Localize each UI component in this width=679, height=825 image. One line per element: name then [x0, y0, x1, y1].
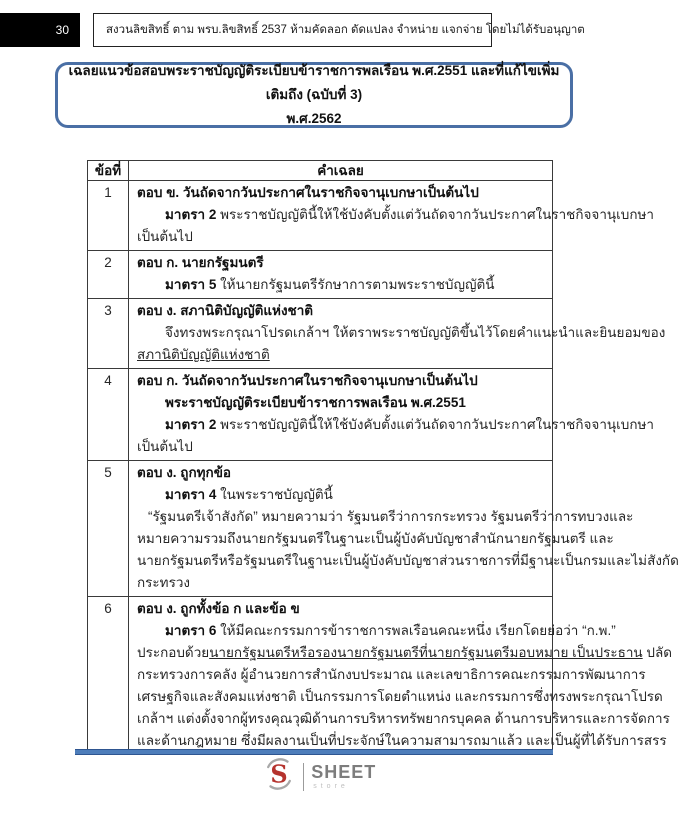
- answer-text-segment: ประกอบด้วย: [137, 645, 210, 660]
- answer-line: [137, 708, 670, 730]
- svg-text:S: S: [270, 760, 288, 789]
- answer-line: [137, 322, 666, 344]
- answers-table-body: [88, 181, 679, 755]
- answer-text-segment: ปลัด: [642, 645, 673, 660]
- question-number: 2: [88, 251, 129, 299]
- answer-line: [137, 344, 544, 366]
- table-header-row: [88, 161, 553, 181]
- answer-line: [137, 204, 654, 226]
- answer-line: [137, 620, 616, 642]
- answer-cell: [129, 461, 679, 597]
- answer-text-segment: เป็นต้นไป: [137, 439, 193, 454]
- answer-text-segment: “รัฐมนตรีเจ้าสังกัด” หมายความว่า รัฐมนตรีว่าการกระทรวง รัฐมนตรีว่าการทบวงและ: [148, 509, 634, 524]
- answer-cell: [129, 369, 654, 461]
- table-row: [88, 181, 553, 251]
- answer-text-segment: ให้มีคณะกรรมการข้าราชการพลเรือนคณะหนึ่ง เรียกโดยย่อว่า “ก.พ.”: [216, 623, 616, 638]
- page-number-box: [0, 13, 80, 47]
- answer-text-segment: และด้านกฎหมาย ซึ่งมีผลงานเป็นที่ประจักษ์ในความสามารถมาแล้ว และเป็นผู้ที่ได้รับการสรร: [137, 733, 667, 748]
- answer-cell: [129, 299, 666, 369]
- answer-text-segment: ให้นายกรัฐมนตรีรักษาการตามพระราชบัญญัตินี้: [216, 277, 495, 292]
- answer-line: [137, 436, 544, 458]
- answer-line: [137, 598, 544, 620]
- answer-text-segment: พระราชบัญญัติระเบียบข้าราชการพลเรือน พ.ศ.2551: [165, 395, 466, 410]
- page-number: 30: [55, 23, 69, 37]
- table-header-answer: คำเฉลย: [129, 161, 553, 181]
- answer-text-segment: หมายความรวมถึงนายกรัฐมนตรีในฐานะเป็นผู้บังคับบัญชาสำนักนายกรัฐมนตรี และ: [137, 531, 614, 546]
- table-row: [88, 251, 553, 299]
- answer-text-segment: ตอบ ข. วันถัดจากวันประกาศในราชกิจจานุเบกษาเป็นต้นไป: [137, 185, 479, 200]
- answer-line: [137, 572, 544, 594]
- logo-subtext: store: [313, 783, 349, 790]
- answer-cell: [129, 181, 654, 251]
- answer-text-segment: มาตรา 2: [165, 417, 217, 432]
- answer-text-segment: นายกรัฐมนตรีหรือรองนายกรัฐมนตรีที่นายกรัฐมนตรีมอบหมาย เป็นประธาน: [209, 645, 643, 660]
- answer-text-segment: พระราชบัญญัตินี้ให้ใช้บังคับตั้งแต่วันถัดจากวันประกาศในราชกิจจานุเบกษา: [216, 207, 654, 222]
- sheet-store-logo: [0, 757, 638, 796]
- answer-line: [137, 370, 544, 392]
- answer-line: [137, 392, 544, 414]
- answer-line: [137, 300, 544, 322]
- answer-text-segment: กระทรวง: [137, 575, 190, 590]
- table-row: [88, 369, 553, 461]
- logo-text: SHEET: [311, 762, 377, 782]
- answers-table: [87, 160, 679, 755]
- s-logo-icon: [262, 757, 296, 796]
- answer-text-segment: มาตรา 5: [165, 277, 217, 292]
- answer-cell: [129, 597, 673, 755]
- answer-line: [137, 182, 544, 204]
- answer-text-segment: จึงทรงพระกรุณาโปรดเกล้าฯ ให้ตราพระราชบัญญัติขึ้นไว้โดยคำแนะนำและยินยอมของ: [165, 325, 666, 340]
- answer-text-segment: ตอบ ง. สภานิติบัญญัติแห่งชาติ: [137, 303, 314, 318]
- question-number: 3: [88, 299, 129, 369]
- answer-text-segment: กระทรวงการคลัง ผู้อำนวยการสำนักงบประมาณ และเลขาธิการคณะกรรมการพัฒนาการ: [137, 667, 646, 682]
- answer-text-segment: สภานิติบัญญัติแห่งชาติ: [137, 347, 270, 362]
- logo-wordmark: [311, 763, 376, 790]
- answer-text-segment: มาตรา 4: [165, 487, 217, 502]
- logo-divider: [303, 763, 305, 791]
- answer-text-segment: เศรษฐกิจและสังคมแห่งชาติ เป็นกรรมการโดยตำแหน่ง และกรรมการซึ่งทรงพระกรุณาโปรด: [137, 689, 663, 704]
- answer-line: [137, 226, 544, 248]
- title-box: [55, 62, 573, 128]
- answer-line: [137, 550, 679, 572]
- table-row: [88, 461, 553, 597]
- answer-text-segment: มาตรา 2: [165, 207, 217, 222]
- table-row: [88, 299, 553, 369]
- answer-line: [137, 462, 544, 484]
- answer-text-segment: เป็นต้นไป: [137, 229, 193, 244]
- copyright-box: [93, 13, 585, 47]
- answer-text-segment: ตอบ ก. วันถัดจากวันประกาศในราชกิจจานุเบกษาเป็นต้นไป: [137, 373, 478, 388]
- title-line-2: พ.ศ.2562: [286, 111, 342, 126]
- table-row: [88, 597, 553, 755]
- answer-line: [137, 484, 544, 506]
- answer-text-segment: ตอบ ง. ถูกทั้งข้อ ก และข้อ ข: [137, 601, 300, 616]
- answer-line: [137, 414, 654, 436]
- answer-line: [137, 664, 646, 686]
- answer-text-segment: ตอบ ก. นายกรัฐมนตรี: [137, 255, 264, 270]
- question-number: 6: [88, 597, 129, 755]
- answer-line: [137, 506, 634, 528]
- answer-line: [137, 274, 544, 296]
- footer-divider: [75, 749, 553, 755]
- answer-text-segment: นายกรัฐมนตรีหรือรัฐมนตรีในฐานะเป็นผู้บังคับบัญชาส่วนราชการที่มีฐานะเป็นกรมและไม่สังกัด: [137, 553, 679, 568]
- question-number: 4: [88, 369, 129, 461]
- question-number: 1: [88, 181, 129, 251]
- answer-line: [137, 686, 663, 708]
- answer-text-segment: เกล้าฯ แต่งตั้งจากผู้ทรงคุณวุฒิด้านการบริหารทรัพยากรบุคคล ด้านการบริหารและการจัดการ: [137, 711, 670, 726]
- copyright-text: สงวนลิขสิทธิ์ ตาม พรบ.ลิขสิทธิ์ 2537 ห้ามคัดลอก ดัดแปลง จำหน่าย แจกจ่าย โดยไม่ได้รับอนุญาต: [106, 24, 585, 36]
- answer-cell: [129, 251, 553, 299]
- table-header-no: ข้อที่: [88, 161, 129, 181]
- question-number: 5: [88, 461, 129, 597]
- answer-text-segment: ในพระราชบัญญัตินี้: [216, 487, 333, 502]
- answer-line: [137, 528, 614, 550]
- title-line-1: เฉลยแนวข้อสอบพระราชบัญญัติระเบียบข้าราชการพลเรือน พ.ศ.2551 และที่แก้ไขเพิ่มเติมถึง (ฉบับที่ 3): [68, 63, 560, 102]
- answer-line: [137, 642, 673, 664]
- answer-text-segment: มาตรา 6: [165, 623, 217, 638]
- answer-text-segment: พระราชบัญญัตินี้ให้ใช้บังคับตั้งแต่วันถัดจากวันประกาศในราชกิจจานุเบกษา: [216, 417, 654, 432]
- answer-line: [137, 252, 544, 274]
- answer-text-segment: ตอบ ง. ถูกทุกข้อ: [137, 465, 232, 480]
